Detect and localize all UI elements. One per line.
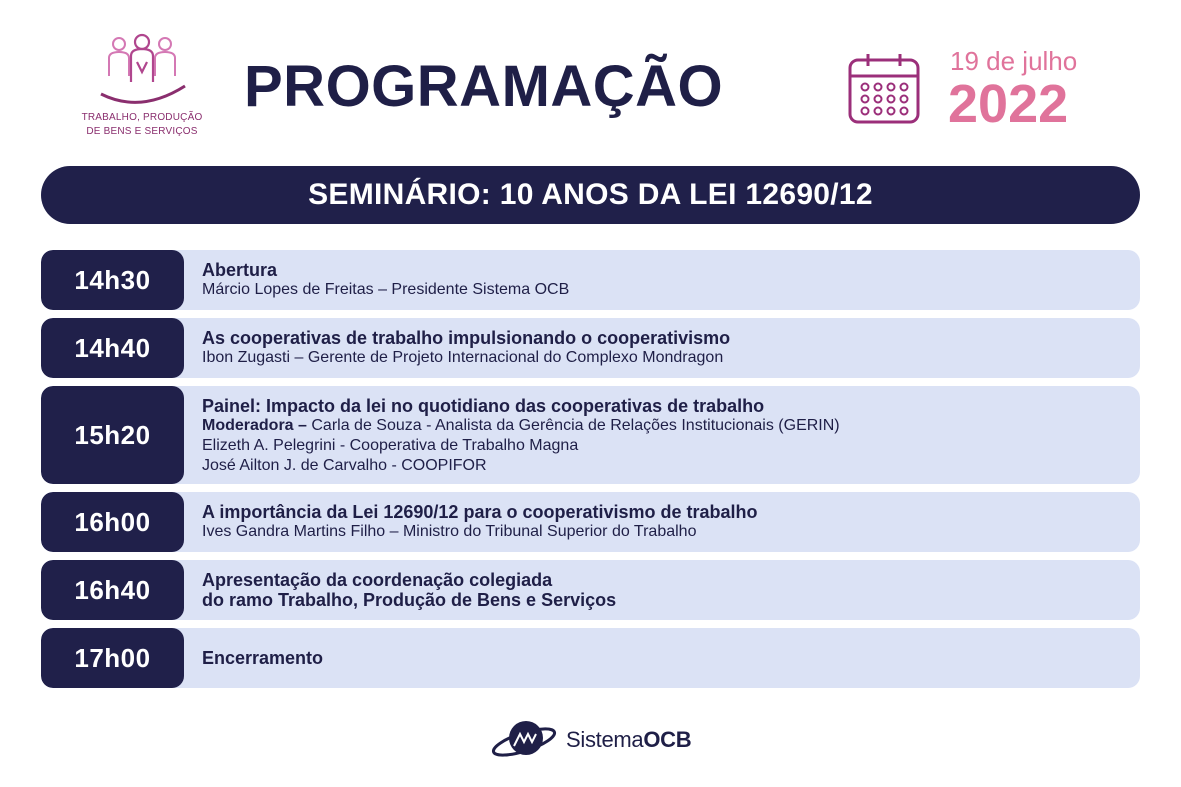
schedule-row <box>41 492 1140 552</box>
schedule-time: 14h30 <box>41 250 184 310</box>
event-detail-text: Carla de Souza - Analista da Gerência de Relações Institucionais (GERIN) <box>311 417 840 434</box>
event-detail-line <box>202 348 730 368</box>
ocb-globe-icon <box>490 716 562 764</box>
calendar-icon <box>846 50 922 131</box>
schedule-time: 14h40 <box>41 318 184 378</box>
event-detail-text: Márcio Lopes de Freitas – Presidente Sistema OCB <box>202 281 570 298</box>
date-day: 19 de julho <box>950 46 1078 76</box>
event-detail-text: José Ailton J. de Carvalho - COOPIFOR <box>202 457 487 474</box>
schedule-row <box>41 386 1140 484</box>
event-title: Apresentação da coordenação colegiada <box>202 570 553 590</box>
people-logo-icon <box>97 30 187 110</box>
event-detail-line <box>202 280 569 300</box>
event-title: As cooperativas de trabalho impulsionando o cooperativismo <box>202 328 731 348</box>
event-detail-line <box>202 436 840 456</box>
schedule-row <box>41 318 1140 378</box>
schedule-row <box>41 628 1140 688</box>
schedule-time: 15h20 <box>41 386 184 484</box>
schedule-time: 16h00 <box>41 492 184 552</box>
event-title: Abertura <box>202 260 278 280</box>
logo-text-line2: DE BENS E SERVIÇOS <box>86 126 198 137</box>
event-detail-bold: do ramo Trabalho, Produção de Bens e Serviços <box>202 590 617 610</box>
event-detail-bold: Moderadora – <box>202 417 312 434</box>
event-detail-line <box>202 522 758 542</box>
sistema-ocb-logo <box>490 716 691 764</box>
schedule-row <box>41 250 1140 310</box>
schedule-content <box>184 628 341 688</box>
page-title: PROGRAMAÇÃO <box>244 54 724 119</box>
footer-brand-plain: Sistema <box>566 727 644 752</box>
event-detail-line <box>202 456 840 476</box>
logo-text-line1: TRABALHO, PRODUÇÃO <box>81 112 203 123</box>
footer-brand-bold: OCB <box>643 727 692 752</box>
schedule-content <box>184 386 858 484</box>
event-title: A importância da Lei 12690/12 para o cooperativismo de trabalho <box>202 502 758 522</box>
event-title: Painel: Impacto da lei no quotidiano das cooperativas de trabalho <box>202 396 765 416</box>
event-detail-line <box>202 416 840 436</box>
event-detail-text: Ives Gandra Martins Filho – Ministro do Tribunal Superior do Trabalho <box>202 523 697 540</box>
event-detail-text: Elizeth A. Pelegrini - Cooperativa de Trabalho Magna <box>202 437 579 454</box>
schedule-content <box>184 560 634 620</box>
seminar-banner <box>41 166 1140 224</box>
schedule-time: 17h00 <box>41 628 184 688</box>
date-year: 2022 <box>948 74 1069 134</box>
event-title: Encerramento <box>202 648 324 668</box>
schedule-time: 16h40 <box>41 560 184 620</box>
schedule-list <box>41 250 1140 696</box>
schedule-content <box>184 250 587 310</box>
event-detail-line <box>202 590 616 610</box>
footer-brand <box>566 727 691 753</box>
schedule-content <box>184 318 748 378</box>
banner-text: SEMINÁRIO: 10 ANOS DA LEI 12690/12 <box>308 178 873 211</box>
ramo-logo <box>78 30 206 138</box>
event-detail-text: Ibon Zugasti – Gerente de Projeto Internacional do Complexo Mondragon <box>202 349 724 366</box>
schedule-content <box>184 492 776 552</box>
schedule-row <box>41 560 1140 620</box>
